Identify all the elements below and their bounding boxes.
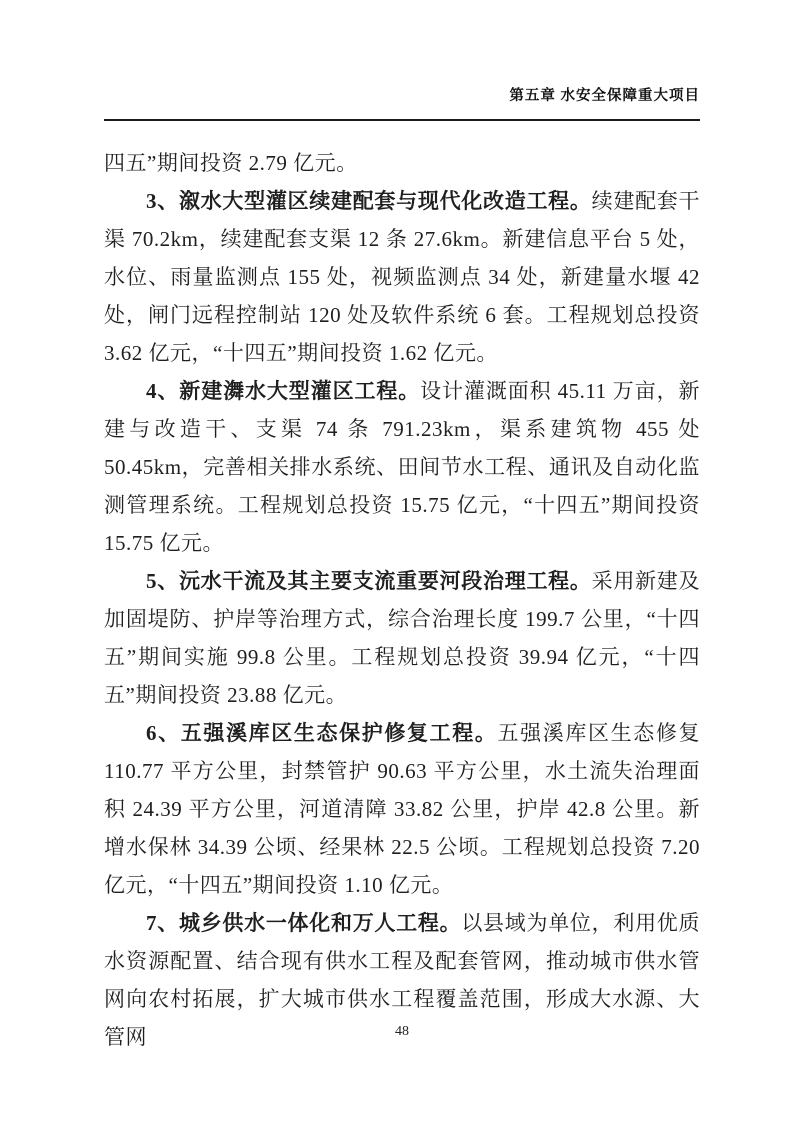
chapter-header-title: 第五章 水安全保障重大项目 <box>509 88 700 104</box>
paragraph-project-5 <box>104 562 700 714</box>
paragraph-text: 以县域为单位，利用优质水资源配置、结合现有供水工程及配套管网，推动城市供水管网向农村拓展，扩大城市供水工程覆盖范围，形成大水源、大管网 <box>104 911 701 1049</box>
paragraph-title: 6、五强溪库区生态保护修复工程。 <box>146 721 498 745</box>
page-header <box>104 84 700 121</box>
paragraph-project-6 <box>104 714 700 904</box>
paragraph-title: 3、溆水大型灌区续建配套与现代化改造工程。 <box>146 189 592 213</box>
document-body <box>104 144 700 1056</box>
paragraph-project-3 <box>104 182 700 372</box>
paragraph-text: 五强溪库区生态修复 110.77 平方公里，封禁管护 90.63 平方公里，水土流失治理面积 24.39 平方公里，河道清障 33.82 公里，护岸 42.8 公里。新增水保林 34.39 公顷、经果林 22.5 公顷。工程规划总投资 7.20 亿元，“十四五”期间投资 1.10 亿元。 <box>104 721 700 897</box>
paragraph-text: 续建配套干渠 70.2km，续建配套支渠 12 条 27.6km。新建信息平台 5 处，水位、雨量监测点 155 处，视频监测点 34 处，新建量水堰 42 处，闸门远程控制站 120 处及软件系统 6 套。工程规划总投资 3.62 亿元，“十四五”期间投资 1.62 亿元。 <box>104 189 701 365</box>
paragraph-title: 7、城乡供水一体化和万人工程。 <box>146 911 462 935</box>
paragraph-title: 5、沅水干流及其主要支流重要河段治理工程。 <box>146 569 592 593</box>
page-number: 48 <box>395 1024 409 1039</box>
paragraph-title: 4、新建㵲水大型灌区工程。 <box>146 379 421 403</box>
paragraph-project-4 <box>104 372 700 562</box>
page-footer <box>104 1022 700 1040</box>
paragraph-text: 四五”期间投资 2.79 亿元。 <box>104 151 358 175</box>
paragraph-text: 采用新建及加固堤防、护岸等治理方式，综合治理长度 199.7 公里，“十四五”期间实施 99.8 公里。工程规划总投资 39.94 亿元，“十四五”期间投资 23.88 亿元。 <box>104 569 701 707</box>
paragraph-continuation <box>104 144 700 182</box>
paragraph-text: 设计灌溉面积 45.11 万亩，新建与改造干、支渠 74 条 791.23km，渠系建筑物 455 处 50.45km，完善相关排水系统、田间节水工程、通讯及自动化监测管理系统。工程规划总投资 15.75 亿元，“十四五”期间投资 15.75 亿元。 <box>104 379 700 555</box>
